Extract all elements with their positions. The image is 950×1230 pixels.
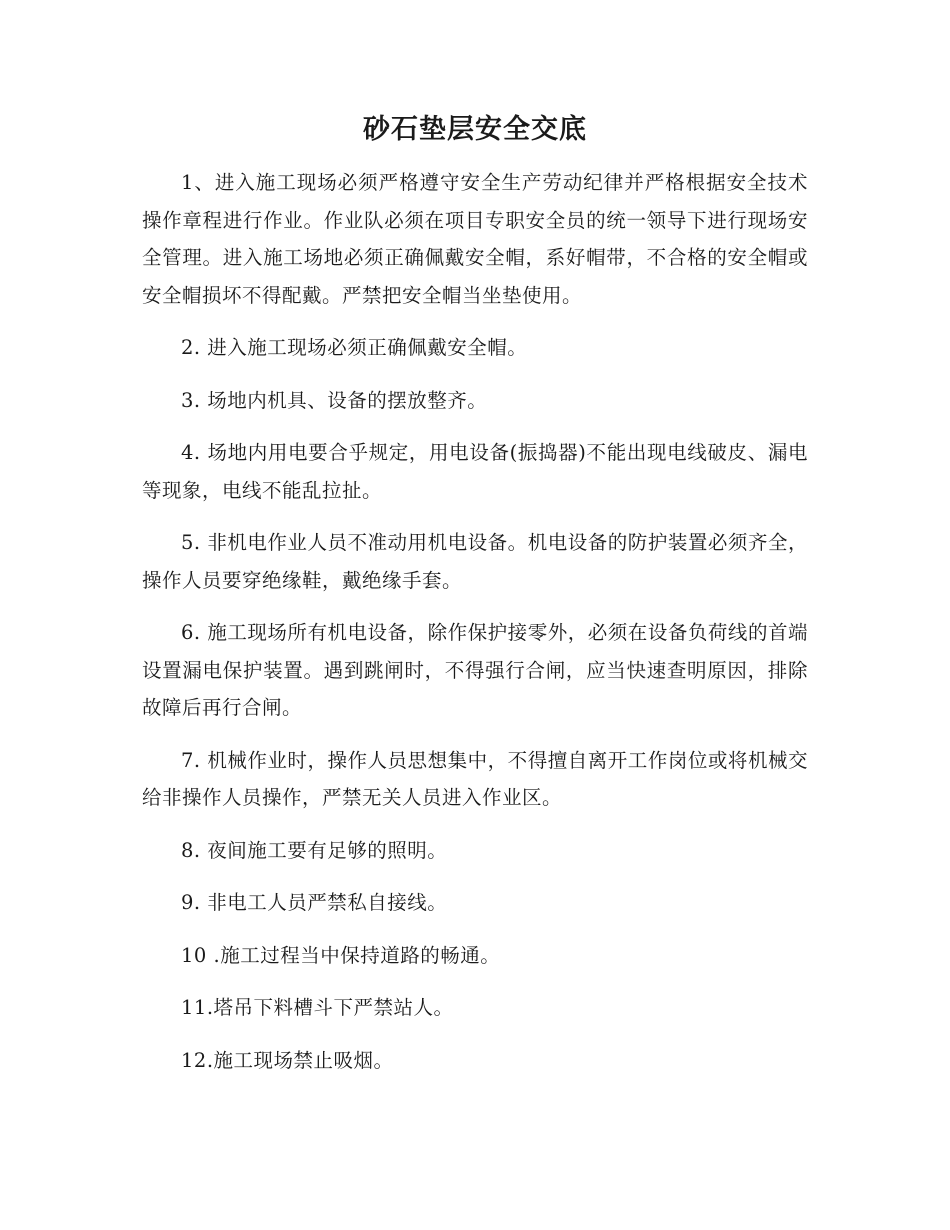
paragraph-12: 12.施工现场禁止吸烟。 (181, 1048, 394, 1072)
paragraph-5: 5. 非机电作业人员不准动用机电设备。机电设备的防护装置必须齐全，操作人员要穿绝缘鞋，戴绝缘手套。 (142, 531, 808, 592)
paragraph-11: 11.塔吊下料槽斗下严禁站人。 (181, 996, 454, 1019)
paragraph-1: 1、进入施工现场必须严格遵守安全生产劳动纪律并严格根据安全技术操作章程进行作业。作业队必须在项目专职安全员的统一领导下进行现场安全管理。进入施工场地必须正确佩戴安全帽，系好帽带，不合格的安全帽或安全帽损坏不得配戴。严禁把安全帽当坐垫使用。 (142, 171, 808, 307)
paragraph-4: 4. 场地内用电要合乎规定，用电设备(振捣器)不能出现电线破皮、漏电等现象，电线不能乱拉扯。 (142, 441, 808, 502)
paragraph-8: 8. 夜间施工要有足够的照明。 (181, 838, 448, 862)
document-body (142, 164, 808, 1094)
paragraph-6: 6. 施工现场所有机电设备，除作保护接零外，必须在设备负荷线的首端设置漏电保护装置。遇到跳闸时，不得强行合闸，应当快速查明原因，排除故障后再行合闸。 (142, 621, 808, 719)
paragraph-9: 9. 非电工人员严禁私自接线。 (181, 891, 448, 914)
paragraph-7: 7. 机械作业时，操作人员思想集中，不得擅自离开工作岗位或将机械交给非操作人员操作，严禁无关人员进入作业区。 (142, 748, 808, 809)
paragraph-3: 3. 场地内机具、设备的摆放整齐。 (181, 388, 488, 412)
paragraph-10: 10 .施工过程当中保持道路的畅通。 (181, 943, 501, 967)
document-title: 砂石垫层安全交底 (363, 114, 587, 145)
paragraph-2: 2. 进入施工现场必须正确佩戴安全帽。 (181, 336, 528, 359)
